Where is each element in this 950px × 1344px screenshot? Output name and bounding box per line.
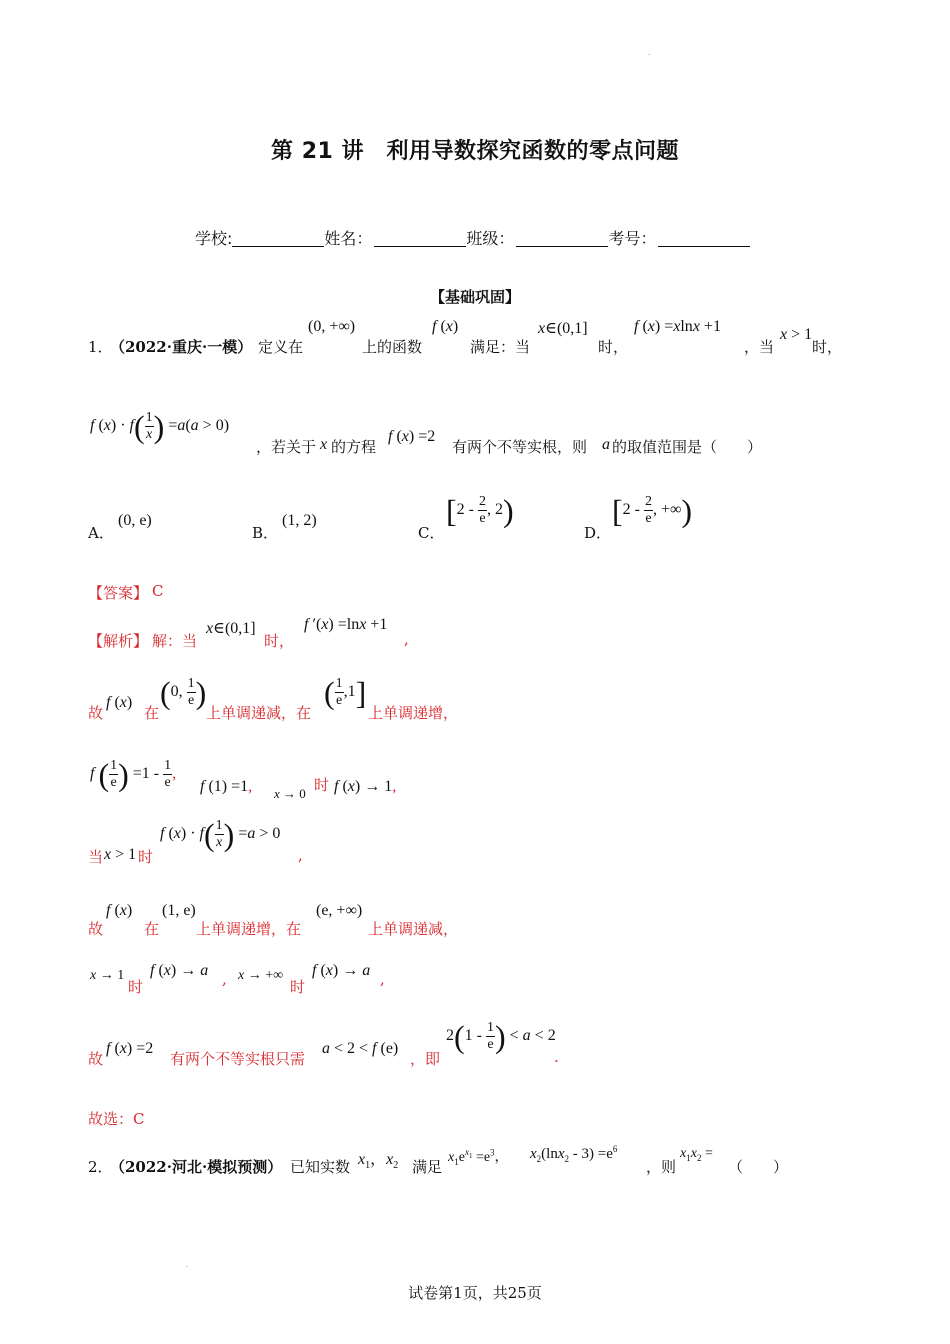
q1-text: 的取值范围是（ ）: [612, 438, 763, 456]
analysis-limit-a: f (x) → a: [150, 962, 209, 979]
name-label: 姓名：: [324, 229, 373, 248]
option-b-value[interactable]: (1, 2): [282, 512, 317, 529]
q1-number: 1．: [88, 338, 113, 356]
q2-product: $x_1x_2$ =: [680, 1146, 713, 1163]
analysis-text: 故: [88, 1050, 104, 1068]
analysis-limit-x1: x → 1: [90, 968, 125, 983]
q1-cond1: x∈(0,1]: [538, 320, 588, 337]
option-a-value[interactable]: (0, e): [118, 512, 152, 529]
analysis-text: ,: [380, 970, 385, 988]
q2-number: 2．: [88, 1158, 113, 1176]
answer-value: C: [152, 582, 164, 600]
q2-text: ，则: [646, 1158, 677, 1176]
analysis-derivative: f ′(x) =lnx +1: [304, 616, 388, 633]
analysis-text: .: [554, 1048, 559, 1066]
page-title: 第 21 讲 利用导数探究函数的零点问题: [271, 139, 679, 164]
q2-source: （2022·河北·模拟预测）: [110, 1158, 283, 1176]
student-info-line: [195, 226, 750, 249]
analysis-text: 时: [314, 776, 330, 794]
analysis-product: f (x) · f( $\frac{1}{x}$ ) =a > 0: [160, 816, 281, 853]
school-blank[interactable]: [232, 230, 324, 247]
analysis-text: 有两个不等实根只需: [170, 1050, 306, 1068]
analysis-limit0: x → 0: [274, 786, 306, 801]
analysis-text: 解：当: [152, 632, 198, 650]
final-choice: 故选：C: [88, 1110, 145, 1128]
analysis-text: 当: [88, 848, 104, 866]
analysis-text: 在: [144, 704, 160, 722]
analysis-limit1: f (x) → 1,: [334, 778, 397, 795]
page-dot: .: [648, 50, 650, 57]
analysis-text: 故: [88, 920, 104, 938]
interval-inc: ( $\frac{1}{e}$ ,1]: [324, 674, 367, 711]
q2-eq2: $x_2(\ln x_2 - 3) =e^6$: [530, 1144, 618, 1164]
analysis-fx: f (x): [106, 694, 133, 711]
q1-text: 时，: [598, 338, 629, 356]
analysis-result: 2(1 - $\frac{1}{e}$ ) < a < 2: [446, 1018, 556, 1055]
analysis-text: 故: [88, 704, 104, 722]
analysis-limit-inf: x → +∞: [238, 968, 284, 983]
id-blank[interactable]: [658, 230, 750, 247]
analysis-ineq: a < 2 < f (e): [322, 1040, 399, 1057]
option-b-label[interactable]: B．: [252, 524, 279, 542]
option-d-value[interactable]: [2 - $\frac{2}{e}$ , +∞): [612, 492, 693, 529]
school-label: 学校:: [195, 229, 233, 248]
q1-var-a: a: [602, 436, 610, 453]
q1-fx: f (x): [432, 318, 459, 335]
q1-formula1: f (x) =xlnx +1: [634, 318, 721, 335]
analysis-text: ,: [298, 846, 303, 864]
analysis-text: 时，: [264, 632, 295, 650]
option-c-value[interactable]: [2 - $\frac{2}{e}$ , 2): [446, 492, 514, 529]
interval-inc2: (1, e): [162, 902, 196, 919]
q2-eq1: $x_1e^{x_1} =e^3$，: [448, 1147, 509, 1167]
interval-dec: (0, $\frac{1}{e}$ ): [160, 674, 207, 711]
name-blank[interactable]: [374, 230, 466, 247]
analysis-text: ,: [222, 970, 227, 988]
id-label: 考号：: [608, 229, 657, 248]
analysis-limit-a2: f (x) → a: [312, 962, 371, 979]
class-blank[interactable]: [516, 230, 608, 247]
analysis-text: 上单调递减，: [368, 920, 459, 938]
section-heading: 【基础巩固】: [429, 288, 520, 306]
analysis-cond2: x > 1: [104, 846, 137, 863]
analysis-min: f ( $\frac{1}{e}$ ) =1 - $\frac{1}{e}$ ,: [90, 756, 177, 793]
q1-text: ，若关于: [256, 438, 317, 456]
page-footer: 试卷第1页，共25页: [408, 1284, 542, 1302]
analysis-text: 在: [144, 920, 160, 938]
q1-text: 定义在: [258, 338, 304, 356]
q1-cond2: x > 1: [780, 326, 813, 343]
analysis-text: ，即: [410, 1050, 441, 1068]
q1-text: 的方程: [331, 438, 377, 456]
q2-text: 满足: [412, 1158, 443, 1176]
q2-x1: $x_1$，$x_2$: [358, 1151, 399, 1172]
analysis-fx: f (x): [106, 902, 133, 919]
analysis-f1: f (1) =1,: [200, 778, 253, 795]
q1-formula2: f (x) · f( $\frac{1}{x}$ ) =a(a > 0): [90, 408, 230, 445]
page-dot: .: [186, 1262, 188, 1269]
q1-domain: (0, +∞): [308, 318, 356, 335]
q2-text: （ ）: [728, 1158, 789, 1176]
class-label: 班级：: [466, 229, 515, 248]
analysis-eq: f (x) =2: [106, 1040, 154, 1057]
analysis-text: 时: [128, 978, 144, 996]
q1-text: 有两个不等实根，则: [452, 438, 588, 456]
q1-equation: f (x) =2: [388, 428, 436, 445]
analysis-text: 时: [138, 848, 154, 866]
option-a-label[interactable]: A．: [88, 524, 114, 542]
answer-label: 【答案】: [88, 584, 149, 602]
q1-text: ，当: [744, 338, 775, 356]
analysis-text: 时: [290, 978, 306, 996]
analysis-text: ,: [404, 630, 409, 648]
q1-source: （2022·重庆·一模）: [110, 338, 253, 356]
q2-text: 已知实数: [290, 1158, 351, 1176]
option-c-label[interactable]: C．: [418, 524, 445, 542]
q1-var-x: x: [320, 436, 328, 453]
option-d-label[interactable]: D．: [584, 524, 612, 542]
analysis-text: 上单调递减，在: [206, 704, 312, 722]
q1-text: 时，: [812, 338, 843, 356]
analysis-text: 上单调递增，在: [196, 920, 302, 938]
analysis-cond: x∈(0,1]: [206, 620, 256, 637]
analysis-label: 【解析】: [88, 632, 149, 650]
q1-text: 上的函数: [362, 338, 423, 356]
q1-text: 满足：当: [470, 338, 531, 356]
interval-dec2: (e, +∞): [316, 902, 363, 919]
analysis-text: 上单调递增，: [368, 704, 459, 722]
